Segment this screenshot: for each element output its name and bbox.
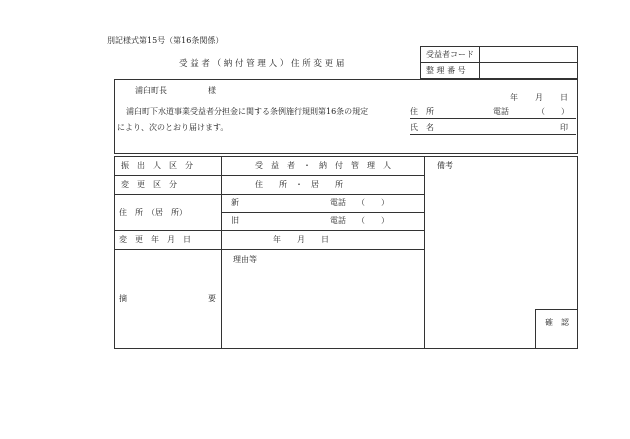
beneficiary-code-label: 受益者コード [426, 50, 474, 59]
label-column-divider [221, 156, 222, 349]
addressee-honorific: 様 [208, 86, 216, 95]
applicant-name-line[interactable] [410, 134, 576, 135]
change-type-options[interactable]: 住 所 ・ 居 所 [255, 180, 343, 189]
reason-field[interactable] [230, 268, 418, 344]
change-type-label: 変 更 区 分 [121, 180, 177, 189]
date-month: 月 [535, 93, 543, 102]
confirm-box-left [535, 309, 536, 349]
remarks-field[interactable] [430, 176, 570, 304]
form-reference: 別記様式第15号（第16条関係） [107, 36, 224, 45]
change-date-field[interactable]: 年 月 日 [273, 235, 329, 244]
old-address-label: 旧 [231, 216, 239, 225]
applicant-phone-parens: （ ） [537, 107, 569, 116]
confirm-box-top [535, 309, 578, 310]
summary-label-left: 摘 [119, 294, 127, 303]
applicant-address-label: 住 所 [410, 107, 434, 116]
change-date-label: 変 更 年 月 日 [119, 235, 191, 244]
old-phone-label: 電話 [330, 216, 346, 225]
old-address-field[interactable] [252, 222, 322, 230]
old-phone-parens: （ ） [357, 216, 389, 225]
address-label: 住 所 （居 所） [119, 208, 187, 217]
new-address-label: 新 [231, 198, 239, 207]
confirm-label: 確 認 [545, 318, 569, 327]
notice-body-line1: 浦臼町下水道事業受益者分担金に関する条例施行規則第16条の規定 [126, 107, 369, 116]
notice-body-line2: により、次のとおり届けます。 [117, 123, 229, 132]
notice-box [114, 79, 578, 154]
serial-number-label: 整 理 番 号 [426, 66, 466, 75]
seal-mark: 印 [560, 123, 568, 132]
form-title: 受 益 者 （ 納 付 管 理 人 ） 住 所 変 更 届 [179, 59, 345, 69]
addressee: 浦臼町長 [135, 86, 167, 95]
code-box-column-divider [479, 46, 480, 79]
date-day: 日 [560, 93, 568, 102]
row-divider-1 [114, 175, 424, 176]
applicant-address-line[interactable] [410, 118, 576, 119]
applicant-name-label: 氏 名 [410, 123, 434, 132]
code-box-divider [420, 62, 578, 63]
date-year: 年 [510, 93, 518, 102]
row-divider-new-old [221, 212, 424, 213]
new-address-field[interactable] [252, 204, 322, 212]
summary-label-right: 要 [208, 294, 216, 303]
new-phone-parens: （ ） [357, 198, 389, 207]
reason-label: 理由等 [233, 255, 257, 264]
submitter-type-label: 振 出 人 区 分 [121, 161, 193, 170]
row-divider-2 [114, 194, 424, 195]
applicant-phone-label: 電話 [493, 107, 509, 116]
submitter-type-options[interactable]: 受 益 者 ・ 納 付 管 理 人 [255, 161, 391, 170]
new-phone-label: 電話 [330, 198, 346, 207]
row-divider-3 [114, 230, 424, 231]
remarks-label: 備考 [437, 161, 453, 170]
remarks-column-divider [424, 156, 425, 349]
row-divider-4 [114, 249, 424, 250]
